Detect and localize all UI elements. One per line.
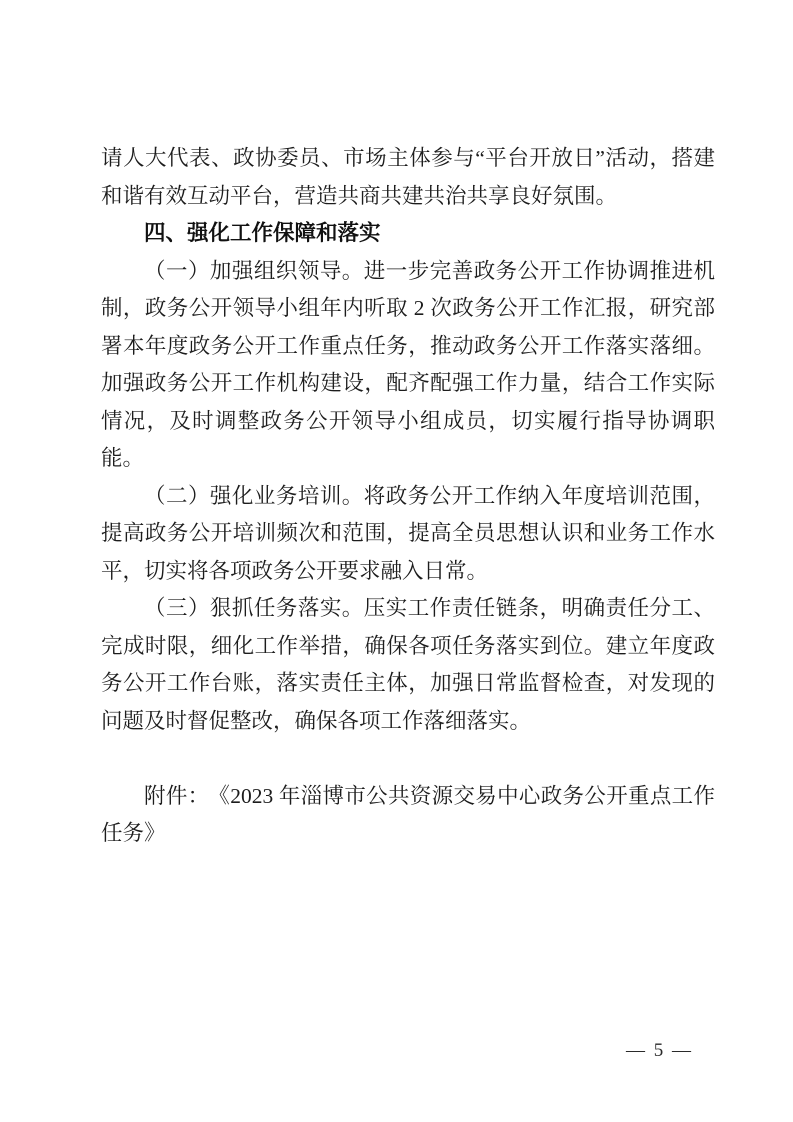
item-2-body: 将政务公开工作纳入年度培训范围，提高政务公开培训频次和范围，提高全员思想认识和业务工作水平，切实将各项政务公开要求融入日常。 (101, 483, 715, 583)
item-2-lead: （二）强化业务培训。 (144, 483, 364, 508)
item-3-lead: （三）狠抓任务落实。 (144, 596, 364, 620)
paragraph-item-3 (101, 590, 715, 740)
section-heading: 四、强化工作保障和落实 (144, 221, 381, 245)
item-1-body: 进一步完善政务公开工作协调推进机制，政务公开领导小组年内听取 2 次政务公开工作汇报，研究部署本年度政务公开工作重点任务，推动政务公开工作落实落细。加强政务公开工作机构建设，配齐配强工作力量，结合工作实际情况，及时调整政务公开领导小组成员，切实履行指导协调职能。 (101, 258, 715, 470)
attachment-label: 附件： (144, 783, 210, 808)
page-number: — 5 — (626, 1040, 693, 1061)
attachment-note (101, 778, 715, 853)
item-3-body: 压实工作责任链条，明确责任分工、完成时限，细化工作举措，确保各项任务落实到位。建立年度政务公开工作台账，落实责任主体，加强日常监督检查，对发现的问题及时督促整改，确保各项工作落细落实。 (101, 596, 715, 733)
paragraph-item-2 (101, 478, 715, 591)
item-1-lead: （一）加强组织领导。 (144, 258, 364, 283)
paragraph-continuation: 请人大代表、政协委员、市场主体参与“平台开放日”活动，搭建和谐有效互动平台，营造共商共建共治共享良好氛围。 (101, 146, 715, 208)
attachment-title: 《2023 年淄博市公共资源交易中心政务公开重点工作任务》 (101, 783, 715, 845)
paragraph-item-1 (101, 253, 715, 478)
document-body (101, 140, 715, 853)
